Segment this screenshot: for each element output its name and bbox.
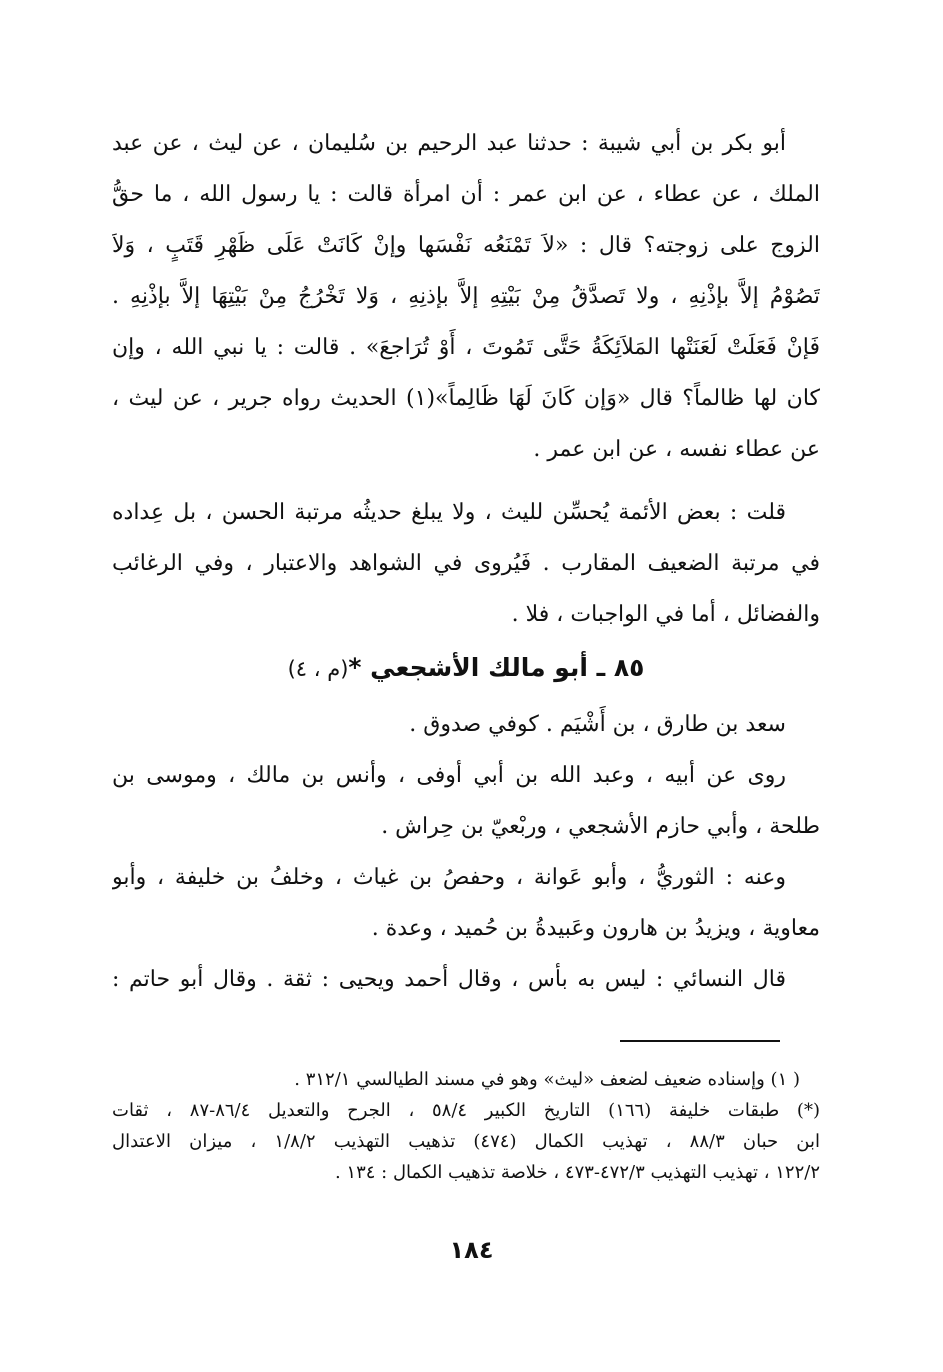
text-line: سعد بن طارق ، بن أَشْيَم . كوفي صدوق . — [409, 712, 786, 737]
text-line: قلت : بعض الأئمة يُحسِّن لليث ، ولا يبلغ حديثُه مرتبة الحسن ، بل عِداده — [112, 500, 786, 525]
text-line: الملك ، عن عطاء ، عن ابن عمر : أن امرأة قالت : يا رسول الله ، ما حقُّ — [112, 182, 820, 207]
main-text — [112, 118, 820, 1005]
entry-codes: (م ، ٤) — [287, 657, 349, 681]
text-line: عن عطاء نفسه ، عن ابن عمر . — [533, 437, 820, 462]
text-line: طلحة ، وأبي حازم الأشجعي ، وربْعيّ بن حِراش . — [381, 814, 820, 839]
text-line: معاوية ، ويزيدُ بن هارون وعَبيدةُ بن حُميد ، وعدة . — [371, 916, 820, 941]
footnote-line: ابن حبان ٨٨/٣ ، تهذيب الكمال (٤٧٤) تذهيب التهذيب ١/٨/٢ ، ميزان الاعتدال — [112, 1131, 820, 1152]
bio-paragraph — [112, 699, 820, 750]
entry-heading — [112, 646, 820, 691]
text-line: في مرتبة الضعيف المقارب . فَيُروى في الشواهد والاعتبار ، وفي الرغائب — [112, 551, 820, 576]
narrated-from-paragraph — [112, 750, 820, 852]
footnotes — [112, 1064, 820, 1188]
text-line: الزوج على زوجته؟ قال : «لاَ تَمْنَعُه نَفْسَها وإنْ كَانَتْ عَلَى ظَهْرِ قَتَبٍ ، وَلاَ — [112, 233, 820, 258]
entry-title: ٨٥ ـ أبو مالك الأشجعي * — [348, 653, 645, 682]
commentary-paragraph — [112, 487, 820, 640]
text-line: أبو بكر بن أبي شيبة : حدثنا عبد الرحيم بن سُليمان ، عن ليث ، عن عبد — [112, 131, 786, 156]
text-line: كان لها ظالماً؟ قال «وَإن كَانَ لَهَا ظَالِماً»(١) الحديث رواه جرير ، عن ليث ، — [112, 386, 820, 411]
text-line: قال النسائي : ليس به بأس ، وقال أحمد ويحيى : ثقة . وقال أبو حاتم : — [112, 967, 786, 992]
hadith-paragraph — [112, 118, 820, 475]
page-number: ١٨٤ — [449, 1236, 494, 1264]
text-line: والفضائل ، أما في الواجبات ، فلا . — [511, 602, 820, 627]
footnote-line: ١٢٢/٢ ، تهذيب التهذيب ٤٧٢/٣-٤٧٣ ، خلاصة تذهيب الكمال : ١٣٤ . — [334, 1162, 820, 1183]
text-line: تَصُوْمُ إلاَّ بإذْنِهِ ، ولا تَصدَّقُ مِنْ بَيْتِهِ إلاَّ بإذنِهِ ، وَلا تَخْرُجُ مِنْ بَيْتِهَا إلاَّ بإذْنِهِ . — [112, 284, 820, 309]
text-line: روى عن أبيه ، وعبد الله بن أبي أوفى ، وأنس بن مالك ، وموسى بن — [112, 763, 786, 788]
footnote-line: ( ١) وإسناده ضعيف لضعف «ليث» وهو في مسند الطيالسي ٣١٢/١ . — [294, 1069, 800, 1090]
text-line: فَإنْ فَعَلَتْ لَعَنَتْها المَلاَئِكَةُ حَتَّى تَمُوتَ ، أَوْ تُرَاجعَ» . قالت : يا نبي الله ، وإن — [112, 335, 820, 360]
footnote-line: (*) طبقات خليفة (١٦٦) التاريخ الكبير ٥٨/٤ ، الجرح والتعديل ٨٦/٤-٨٧ ، ثقات — [112, 1100, 820, 1121]
opinions-paragraph — [112, 954, 820, 1005]
text-line: وعنه : الثوريُّ ، وأبو عَوانة ، وحفصُ بن غياث ، وخلفُ بن خليفة ، وأبو — [112, 865, 787, 890]
narrated-by-paragraph — [112, 852, 820, 954]
footnote-divider — [620, 1040, 780, 1042]
